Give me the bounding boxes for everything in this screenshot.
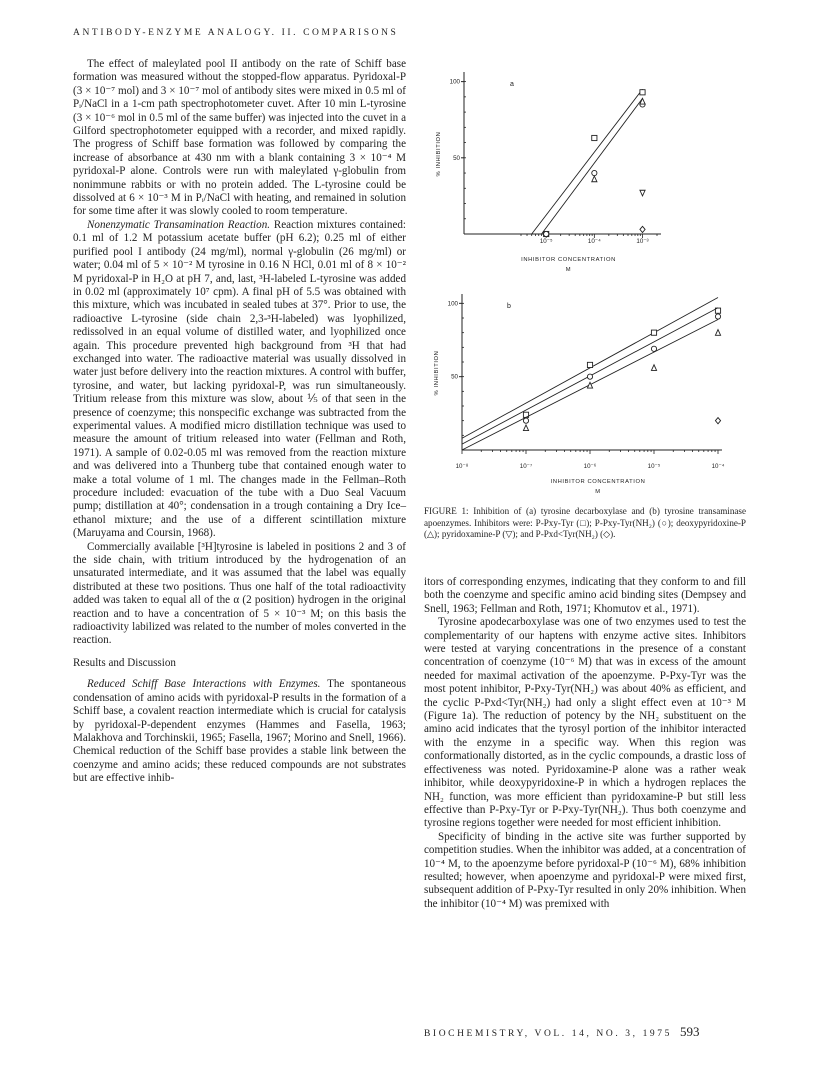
figure-1 (420, 62, 750, 502)
panel-label: b (507, 303, 511, 310)
x-tick-label: 10⁻⁴ (587, 238, 601, 245)
y-tick-label: 50 (451, 373, 458, 381)
section-heading: Results and Discussion (73, 656, 176, 669)
x-tick-label: 10⁻⁵ (539, 238, 553, 245)
y-axis-label: % INHIBITION (436, 131, 442, 177)
data-point-triangle-up (523, 425, 528, 431)
data-point-diamond (715, 418, 720, 424)
x-axis-unit: M (595, 489, 601, 495)
fit-line-circle (542, 98, 643, 234)
x-axis-unit: M (565, 267, 572, 273)
data-point-triangle-up (651, 365, 656, 371)
data-point-triangle-down (640, 190, 645, 196)
figure-plots (420, 62, 750, 502)
data-point-square (587, 362, 592, 367)
run-in-heading: Reduced Schiff Base Interactions with Enzymes. (87, 678, 321, 691)
x-axis-label: INHIBITOR CONCENTRATION (550, 479, 646, 485)
data-point-square (592, 135, 597, 140)
plot-panel-b (434, 294, 725, 495)
y-tick-label: 100 (449, 78, 460, 86)
paragraph: Specificity of binding in the active site was further supported by competition studies. When the inhibitor was added, at a concentration of 10⁻⁴ M, to the apoenzyme before pyridoxal-P (10⁻⁶ M), 68% inhibition resulted; however, when apoenzyme and pyridoxal-P were mixed first, subsequent addition of P-Pxy-Tyr resulted in only 20% inhibition. When the inhibitor (10⁻⁴ M) was premixed with (424, 830, 746, 910)
panel-label: a (510, 81, 514, 88)
paragraph-body: The spontaneous condensation of amino acids with pyridoxal-P results in the formation of a Schiff base, a covalent reaction intermediate which is crucial for catalysis by pyridoxal-P-dependent enzymes (Hammes and Fasella, 1963; Malakhova and Torchinskii, 1965; Fasella, 1967; Morino and Snell, 1966). Chemical reduction of the Schiff base provides a stable link between the coenzyme and amino acids; these reduced compounds are not substrates but are effective inhib- (73, 678, 406, 785)
y-tick-label: 100 (447, 300, 458, 308)
data-point-circle (715, 314, 720, 319)
right-column (424, 576, 746, 911)
paragraph (73, 678, 406, 785)
paragraph (73, 219, 406, 541)
data-point-square (640, 90, 645, 95)
x-tick-label: 10⁻⁵ (647, 463, 661, 470)
y-tick-label: 50 (453, 154, 460, 162)
data-point-circle (651, 346, 656, 351)
paragraph-body: Reaction mixtures contained: 0.1 ml of 1.2 M potassium acetate buffer (pH 6.2); 0.25 ml of either purified pool I antibody (24 mg/ml), normal γ-globulin (26 mg/ml) or water; 0.04 ml of 5 × 10⁻² M tyrosine in 0.16 N HCl, 0.01 ml of 8 × 10⁻² M pyridoxal-P in H₂O at pH 7, and, last, ³H-labeled L-tyrosine was added in 0.02 ml (approximately 10⁷ cpm). A final pH of 5.5 was obtained with this mixture, which was incubated in sealed tubes at 37°. Prior to use, the radioactive L-tyrosine (side chain 2,3-³H-labeled) was lyophilized, redissolved in an equal volume of distilled water, and lyophilized once again. This procedure prevented high background from ³H that had exchanged into water. The radioactive material was usually dissolved in water just before delivery into the reaction mixtures. A control with buffer, tyrosine, and water, but lacking pyridoxal-P, was run simultaneously. Tritium release from this mixture was slow, about ⅕ of that seen in the presence of coenzyme; this nonspecific exchange was subtracted from the experimental values. A modified micro distillation technique was used to measure the amount of tritium released into water (Fellman and Roth, 1971). A sample of 0.02-0.05 ml was removed from the reaction mixture and was delivered into a Thunberg tube that contained enough water to make a total volume of 1 ml. The changes made in the Fellman–Roth procedure included: evacuation of the tube with a Duo Seal Vacuum pump; distillation at 40°; condensation in a trough containing a Dry Ice–ethanol mixture; and the use of a different scintillation mixture (Maruyama and Coursin, 1968). (73, 218, 406, 540)
left-column (73, 58, 406, 786)
data-point-circle (523, 418, 528, 423)
x-tick-label: 10⁻³ (636, 238, 649, 245)
paragraph: The effect of maleylated pool II antibody on the rate of Schiff base formation was measured without the stopped-flow apparatus. Pyridoxal-P (3 × 10⁻⁷ mol) and 3 × 10⁻⁷ mol of antibody sites were mixed in 0.5 ml of Pᵢ/NaCl in a 1-cm path spectrophotometer cuvet. After 10 min L-tyrosine (3 × 10⁻⁶ mol in 0.5 ml of the same buffer) was injected into the cuvet in a Gilford spectrophotometer equipped with a recorder, and mixed rapidly. The progress of Schiff base formation was followed by comparing the increase of absorbance at 430 nm with a blank containing 3 × 10⁻⁴ M pyridoxal-P alone. Controls were run with maleylated γ-globulin from nonimmune rabbits or with no protein added. The L-tyrosine could be dissolved at 6 × 10⁻³ M in Pᵢ/NaCl with heating, and remained in solution for some time after it was slowly cooled to room temperature. (73, 58, 406, 218)
data-point-triangle-up (592, 176, 597, 182)
run-in-heading: Nonenzymatic Transamination Reaction. (87, 218, 271, 231)
data-point-circle (544, 231, 549, 236)
page-number: 593 (679, 1024, 700, 1039)
x-tick-label: 10⁻⁶ (583, 463, 597, 470)
x-tick-label: 10⁻⁸ (455, 463, 469, 470)
journal-citation: BIOCHEMISTRY, VOL. 14, NO. 3, 1975 (424, 1029, 672, 1039)
data-point-diamond (640, 226, 645, 232)
x-tick-label: 10⁻⁴ (711, 463, 725, 470)
x-axis-label: INHIBITOR CONCENTRATION (521, 257, 616, 263)
page-footer (424, 1024, 699, 1040)
running-head: ANTIBODY-ENZYME ANALOGY. II. COMPARISONS (73, 28, 399, 38)
figure-caption: FIGURE 1: Inhibition of (a) tyrosine decarboxylase and (b) tyrosine transaminase apoenzymes. Inhibitors were: P-Pxy-Tyr (□); P-Pxy-Tyr(NH₂) (○); deoxypyridoxine-P (△); pyridoxamine-P (▽); and P-Pxd<Tyr(NH₂) (◇). (424, 506, 746, 540)
fit-line-square (532, 89, 643, 234)
data-point-square (651, 330, 656, 335)
paragraph: Tyrosine apodecarboxylase was one of two enzymes used to test the complementarity of our haptens with enzyme active sites. Inhibitors were tested at varying concentrations in the presence of a constant concentration of coenzyme (10⁻⁶ M) that was in excess of the amount needed for maximal activation of the apoenzyme. P-Pxy-Tyr was the most potent inhibitor, P-Pxy-Tyr(NH₂) was about 40% as efficient, and the cyclic P-Pxd<Tyr(NH₂) had only a slight effect even at 10⁻³ M (Figure 1a). The reduction of potency by the NH₂ substituent on the amino acid indicates that the tyrosyl portion of the inhibitor interacted with the enzyme in a specific way. When this region was conformationally distorted, as in the cyclic compounds, a drastic loss of effectiveness was noted. Pyridoxamine-P alone was a rather weak inhibitor, while deoxypyridoxine-P in which a hydrogen replaces the NH₂ function, was more efficient than pyridoxamine-P but still less effective than P-Pxy-Tyr or P-Pxy-Tyr(NH₂). Thus both coenzyme and tyrosine regions together were needed for most efficient inhibition. (424, 616, 746, 830)
data-point-circle (587, 374, 592, 379)
plot-panel-a (436, 72, 661, 273)
paragraph: itors of corresponding enzymes, indicating that they conform to and fill both the coenzyme and specific amino acid binding sites (Dempsey and Snell, 1963; Fellman and Roth, 1971; Khomutov et al., 1971). (424, 576, 746, 615)
x-tick-label: 10⁻⁷ (519, 463, 533, 470)
data-point-triangle-up (715, 330, 720, 336)
paragraph: Commercially available [³H]tyrosine is labeled in positions 2 and 3 of the side chain, with tritium introduced by the hydrogenation of an unsaturated intermediate, and it was assumed that the label was equally distributed at these two positions. Thus one half of the total radioactivity added was taken to equal all of the α (2 position) hydrogen in the original reaction and to have a concentration of 5 × 10⁻³ M; on this basis the radioactivity labilized was related to the number of moles converted in the reaction. (73, 540, 406, 647)
data-point-circle (592, 170, 597, 175)
y-axis-label: % INHIBITION (434, 350, 440, 396)
